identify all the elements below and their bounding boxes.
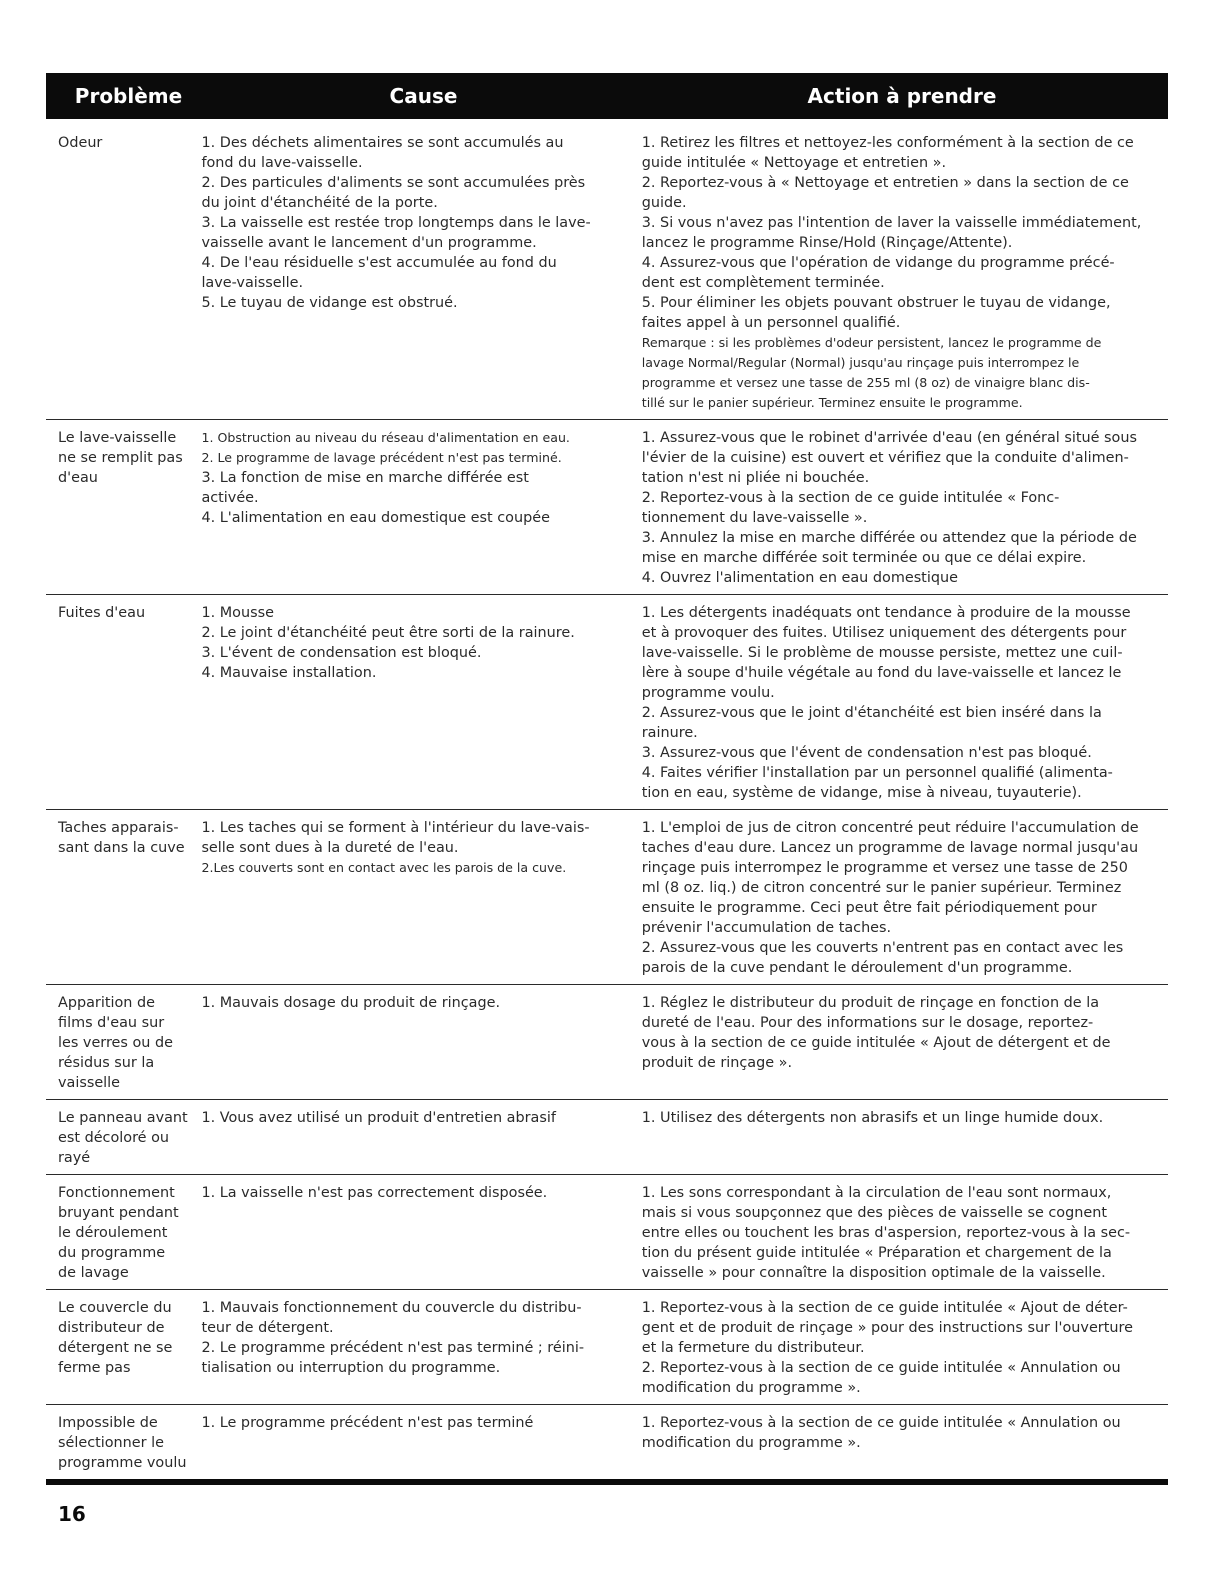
cause-line: 1. Mauvais dosage du produit de rinçage.: [201, 995, 501, 1011]
cause-line: 3. La fonction de mise en marche différée est: [201, 470, 529, 486]
problem-line: vaisselle: [58, 1075, 121, 1091]
cause-line: 1. La vaisselle n'est pas correctement disposée.: [201, 1185, 548, 1201]
cause-cell: [201, 818, 629, 978]
action-line: gent et de produit de rinçage » pour des instructions sur l'ouverture: [641, 1320, 1133, 1336]
problem-line: du programme: [58, 1245, 166, 1261]
cause-line: 2.Les couverts sont en contact avec les parois de la cuve.: [201, 860, 567, 875]
action-line: guide intitulée « Nettoyage et entretien ».: [641, 155, 947, 171]
cause-line: 1. Le programme précédent n'est pas terminé: [201, 1415, 534, 1431]
problem-line: détergent ne se: [58, 1340, 173, 1356]
action-line: prévenir l'accumulation de taches.: [641, 920, 892, 936]
cause-line: teur de détergent.: [201, 1320, 334, 1336]
problem-line: sant dans la cuve: [58, 840, 185, 856]
cause-line: 1. Mousse: [201, 605, 274, 621]
action-line: 2. Assurez-vous que le joint d'étanchéité est bien inséré dans la: [641, 705, 1102, 721]
action-cell: [630, 133, 1168, 413]
action-line: vaisselle » pour connaître la disposition optimale de la vaisselle.: [641, 1265, 1106, 1281]
action-line: tation n'est ni pliée ni bouchée.: [641, 470, 870, 486]
action-line: mise en marche différée soit terminée ou que ce délai expire.: [641, 550, 1087, 566]
cause-line: lave-vaisselle.: [201, 275, 304, 291]
action-line: 3. Si vous n'avez pas l'intention de laver la vaisselle immédiatement,: [641, 215, 1142, 231]
table-row: [46, 1100, 1168, 1175]
problem-line: bruyant pendant: [58, 1205, 179, 1221]
action-line: vous à la section de ce guide intitulée « Ajout de détergent et de: [641, 1035, 1111, 1051]
cause-line: 1. Les taches qui se forment à l'intérieur du lave-vais-: [201, 820, 590, 836]
action-line: dent est complètement terminée.: [641, 275, 885, 291]
action-line: rainure.: [641, 725, 698, 741]
problem-cell: [46, 993, 201, 1093]
problem-cell: [46, 428, 201, 588]
action-line: 2. Reportez-vous à la section de ce guide intitulée « Fonc-: [641, 490, 1060, 506]
problem-line: résidus sur la: [58, 1055, 155, 1071]
action-line: rinçage puis interrompez le programme et versez une tasse de 250: [641, 860, 1128, 876]
problem-cell: [46, 1298, 201, 1398]
problem-line: le déroulement: [58, 1225, 168, 1241]
header-action: Action à prendre: [807, 84, 997, 108]
problem-cell: [46, 1108, 201, 1168]
action-line: parois de la cuve pendant le déroulement d'un programme.: [641, 960, 1073, 976]
action-line: 1. Retirez les filtres et nettoyez-les conformément à la section de ce: [641, 135, 1134, 151]
action-line: faites appel à un personnel qualifié.: [641, 315, 901, 331]
action-line: 4. Faites vérifier l'installation par un personnel qualifié (alimenta-: [641, 765, 1113, 781]
cause-cell: [201, 603, 629, 803]
action-line: programme et versez une tasse de 255 ml (8 oz) de vinaigre blanc dis-: [641, 375, 1090, 390]
table-row: [46, 810, 1168, 985]
cause-cell: [201, 428, 629, 588]
action-cell: [630, 1183, 1168, 1283]
action-line: Remarque : si les problèmes d'odeur persistent, lancez le programme de: [641, 335, 1102, 350]
action-line: taches d'eau dure. Lancez un programme de lavage normal jusqu'au: [641, 840, 1139, 856]
action-line: 4. Assurez-vous que l'opération de vidange du programme précé-: [641, 255, 1115, 271]
cause-line: 1. Obstruction au niveau du réseau d'alimentation en eau.: [201, 430, 570, 445]
action-line: produit de rinçage ».: [641, 1055, 793, 1071]
action-line: 1. Reportez-vous à la section de ce guide intitulée « Annulation ou: [641, 1415, 1121, 1431]
action-line: entre elles ou touchent les bras d'aspersion, reportez-vous à la sec-: [641, 1225, 1131, 1241]
cause-line: vaisselle avant le lancement d'un programme.: [201, 235, 537, 251]
problem-cell: [46, 1413, 201, 1473]
problem-line: programme voulu: [58, 1455, 187, 1471]
cause-cell: [201, 1413, 629, 1473]
cause-line: fond du lave-vaisselle.: [201, 155, 363, 171]
table-row: [46, 985, 1168, 1100]
problem-cell: [46, 818, 201, 978]
action-line: modification du programme ».: [641, 1380, 861, 1396]
cause-line: 5. Le tuyau de vidange est obstrué.: [201, 295, 458, 311]
problem-line: est décoloré ou: [58, 1130, 170, 1146]
cause-cell: [201, 1298, 629, 1398]
problem-line: rayé: [58, 1150, 91, 1166]
cause-line: 2. Le joint d'étanchéité peut être sorti de la rainure.: [201, 625, 575, 641]
table-row: [46, 125, 1168, 420]
cause-line: selle sont dues à la dureté de l'eau.: [201, 840, 459, 856]
action-line: 2. Reportez-vous à la section de ce guide intitulée « Annulation ou: [641, 1360, 1121, 1376]
action-line: tion du présent guide intitulée « Préparation et chargement de la: [641, 1245, 1112, 1261]
problem-line: de lavage: [58, 1265, 129, 1281]
action-line: dureté de l'eau. Pour des informations sur le dosage, reportez-: [641, 1015, 1094, 1031]
action-cell: [630, 1298, 1168, 1398]
cause-line: 2. Le programme précédent n'est pas terminé ; réini-: [201, 1340, 585, 1356]
action-line: lère à soupe d'huile végétale au fond du lave-vaisselle et lancez le: [641, 665, 1122, 681]
troubleshooting-table: [46, 73, 1168, 1485]
action-line: 1. Assurez-vous que le robinet d'arrivée d'eau (en général situé sous: [641, 430, 1137, 446]
table-row: [46, 1290, 1168, 1405]
action-line: et à provoquer des fuites. Utilisez uniquement des détergents pour: [641, 625, 1127, 641]
cause-line: 2. Le programme de lavage précédent n'est pas terminé.: [201, 450, 562, 465]
action-cell: [630, 428, 1168, 588]
action-line: guide.: [641, 195, 687, 211]
action-line: 1. Reportez-vous à la section de ce guide intitulée « Ajout de déter-: [641, 1300, 1128, 1316]
action-line: 1. Les détergents inadéquats ont tendance à produire de la mousse: [641, 605, 1131, 621]
cause-line: du joint d'étanchéité de la porte.: [201, 195, 438, 211]
problem-line: les verres ou de: [58, 1035, 173, 1051]
problem-line: Odeur: [58, 135, 103, 151]
problem-line: Apparition de: [58, 995, 155, 1011]
cause-line: tialisation ou interruption du programme.: [201, 1360, 501, 1376]
problem-line: d'eau: [58, 470, 98, 486]
action-line: 2. Reportez-vous à « Nettoyage et entretien » dans la section de ce: [641, 175, 1129, 191]
action-line: ml (8 oz. liq.) de citron concentré sur le panier supérieur. Terminez: [641, 880, 1122, 896]
problem-line: films d'eau sur: [58, 1015, 165, 1031]
problem-line: Le lave-vaisselle: [58, 430, 177, 446]
action-line: 2. Assurez-vous que les couverts n'entrent pas en contact avec les: [641, 940, 1124, 956]
problem-line: sélectionner le: [58, 1435, 164, 1451]
action-cell: [630, 1413, 1168, 1473]
cause-line: 1. Des déchets alimentaires se sont accumulés au: [201, 135, 564, 151]
action-line: 3. Annulez la mise en marche différée ou attendez que la période de: [641, 530, 1137, 546]
action-line: ensuite le programme. Ceci peut être fait périodiquement pour: [641, 900, 1097, 916]
problem-line: Le couvercle du: [58, 1300, 172, 1316]
cause-line: 4. L'alimentation en eau domestique est coupée: [201, 510, 550, 526]
action-line: l'évier de la cuisine) est ouvert et vérifiez que la conduite d'alimen-: [641, 450, 1129, 466]
table-row: [46, 1175, 1168, 1290]
page-number: 16: [58, 1502, 86, 1526]
action-line: lancez le programme Rinse/Hold (Rinçage/Attente).: [641, 235, 1013, 251]
action-cell: [630, 1108, 1168, 1168]
action-line: lave-vaisselle. Si le problème de mousse persiste, mettez une cuil-: [641, 645, 1123, 661]
action-line: tion en eau, système de vidange, mise à niveau, tuyauterie).: [641, 785, 1082, 801]
cause-cell: [201, 133, 629, 413]
cause-line: 1. Vous avez utilisé un produit d'entretien abrasif: [201, 1110, 556, 1126]
problem-line: Impossible de: [58, 1415, 158, 1431]
action-line: programme voulu.: [641, 685, 775, 701]
action-line: 1. Utilisez des détergents non abrasifs et un linge humide doux.: [641, 1110, 1104, 1126]
problem-line: ferme pas: [58, 1360, 131, 1376]
cause-line: 3. La vaisselle est restée trop longtemps dans le lave-: [201, 215, 591, 231]
problem-cell: [46, 133, 201, 413]
table-row: [46, 595, 1168, 810]
action-line: modification du programme ».: [641, 1435, 861, 1451]
action-line: mais si vous soupçonnez que des pièces de vaisselle se cognent: [641, 1205, 1107, 1221]
problem-line: Fonctionnement: [58, 1185, 175, 1201]
cause-line: 1. Mauvais fonctionnement du couvercle du distribu-: [201, 1300, 582, 1316]
action-line: lavage Normal/Regular (Normal) jusqu'au rinçage puis interrompez le: [641, 355, 1080, 370]
cause-cell: [201, 1183, 629, 1283]
action-line: 1. Réglez le distributeur du produit de rinçage en fonction de la: [641, 995, 1100, 1011]
action-line: 4. Ouvrez l'alimentation en eau domestique: [641, 570, 958, 586]
cause-line: 2. Des particules d'aliments se sont accumulées près: [201, 175, 586, 191]
cause-line: 3. L'évent de condensation est bloqué.: [201, 645, 482, 661]
cause-line: activée.: [201, 490, 259, 506]
action-line: et la fermeture du distributeur.: [641, 1340, 865, 1356]
table-row: [46, 1405, 1168, 1485]
header-problem: Problème: [74, 84, 183, 108]
problem-cell: [46, 603, 201, 803]
action-cell: [630, 818, 1168, 978]
problem-line: distributeur de: [58, 1320, 165, 1336]
cause-cell: [201, 1108, 629, 1168]
cause-line: 4. Mauvaise installation.: [201, 665, 377, 681]
problem-line: ne se remplit pas: [58, 450, 183, 466]
problem-line: Le panneau avant: [58, 1110, 188, 1126]
cause-cell: [201, 993, 629, 1093]
action-line: 5. Pour éliminer les objets pouvant obstruer le tuyau de vidange,: [641, 295, 1111, 311]
action-line: tionnement du lave-vaisselle ».: [641, 510, 868, 526]
problem-line: Fuites d'eau: [58, 605, 146, 621]
action-cell: [630, 603, 1168, 803]
action-line: tillé sur le panier supérieur. Terminez ensuite le programme.: [641, 395, 1023, 410]
problem-cell: [46, 1183, 201, 1283]
action-cell: [630, 993, 1168, 1093]
cause-line: 4. De l'eau résiduelle s'est accumulée au fond du: [201, 255, 557, 271]
table-row: [46, 420, 1168, 595]
action-line: 1. L'emploi de jus de citron concentré peut réduire l'accumulation de: [641, 820, 1139, 836]
action-line: 1. Les sons correspondant à la circulation de l'eau sont normaux,: [641, 1185, 1112, 1201]
table-header: [46, 73, 1168, 119]
header-cause: Cause: [389, 84, 458, 108]
problem-line: Taches apparais-: [58, 820, 179, 836]
table-body: [46, 125, 1168, 1485]
action-line: 3. Assurez-vous que l'évent de condensation n'est pas bloqué.: [641, 745, 1092, 761]
